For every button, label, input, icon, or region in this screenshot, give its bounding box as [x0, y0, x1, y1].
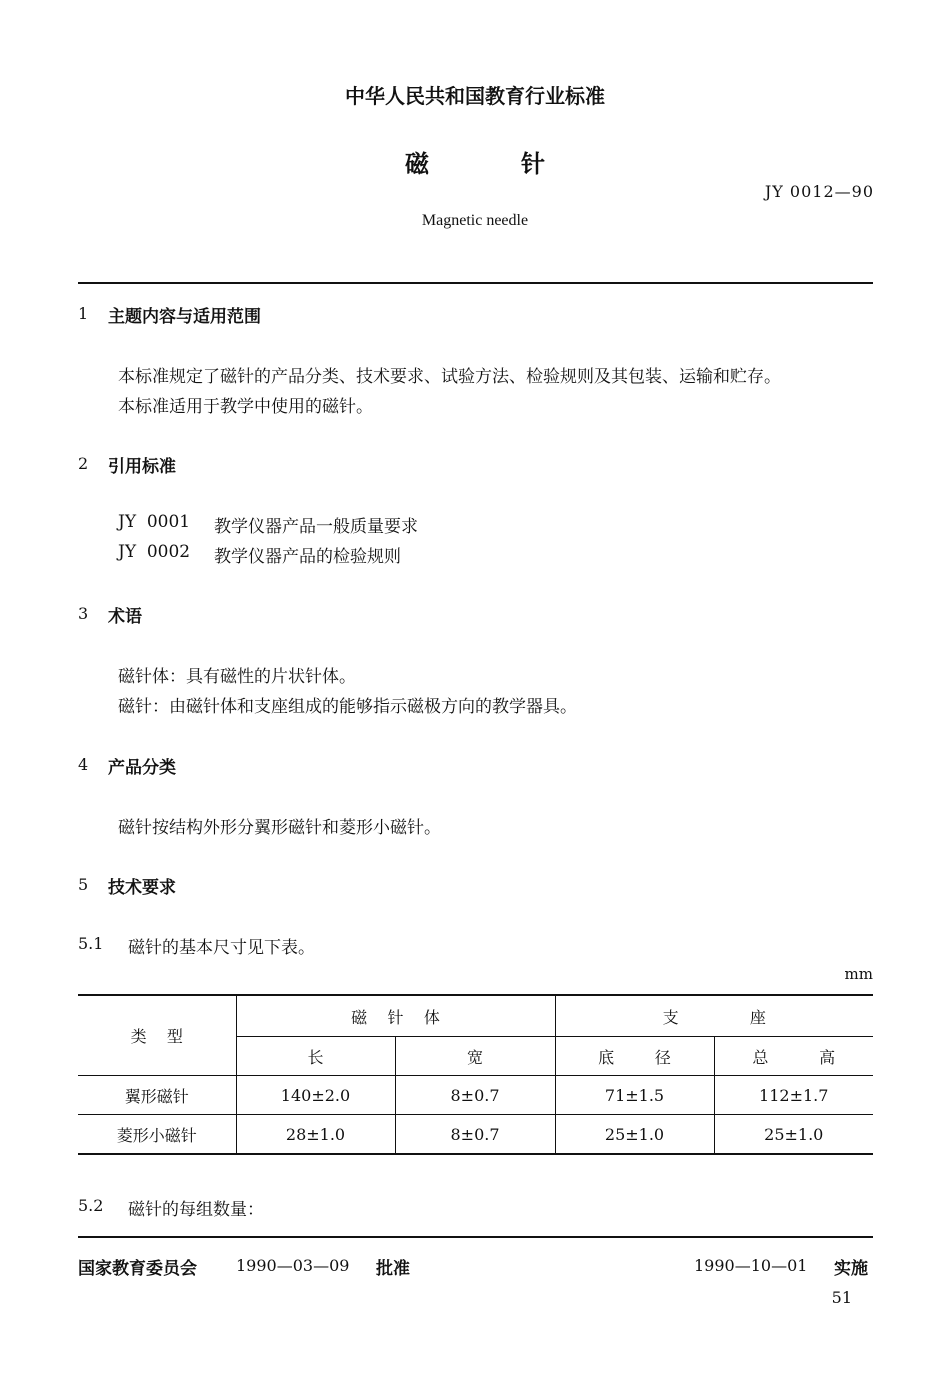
title-char-1: 磁 — [405, 150, 429, 178]
section-3-para-1: 磁针体：具有磁性的片状针体。 — [118, 667, 356, 687]
section-5-number: 5 — [78, 875, 89, 894]
type-cell: 翼形磁针 — [78, 1076, 236, 1115]
section-3-para-2: 磁针：由磁针体和支座组成的能够指示磁极方向的教学器具。 — [118, 697, 577, 717]
section-1-title: 主题内容与适用范围 — [108, 307, 261, 327]
total-height-header: 总 高 — [714, 1037, 873, 1076]
approve-label: 批准 — [376, 1259, 410, 1279]
clause-5-2-text: 磁针的每组数量： — [128, 1200, 264, 1220]
dimension-table — [78, 994, 873, 1155]
length-header: 长 — [236, 1037, 395, 1076]
base-diameter-header: 底 径 — [555, 1037, 714, 1076]
section-1-number: 1 — [78, 304, 89, 323]
clause-5-2-number: 5.2 — [78, 1196, 104, 1215]
clause-5-1-text: 磁针的基本尺寸见下表。 — [128, 938, 315, 958]
section-2-number: 2 — [78, 454, 89, 473]
reference-name: 教学仪器产品的检验规则 — [214, 547, 401, 567]
width-header: 宽 — [395, 1037, 555, 1076]
width-cell: 8±0.7 — [395, 1115, 555, 1155]
diameter-cell: 25±1.0 — [555, 1115, 714, 1155]
height-cell: 112±1.7 — [714, 1076, 873, 1115]
clause-5-1-number: 5.1 — [78, 934, 104, 953]
table-row — [78, 1076, 873, 1115]
issuing-organization: 中华人民共和国教育行业标准 — [345, 84, 605, 108]
page-number: 51 — [831, 1288, 852, 1307]
footer-divider — [78, 1236, 873, 1238]
section-4-title: 产品分类 — [108, 758, 176, 778]
title-char-2: 针 — [521, 150, 545, 178]
document-title — [0, 144, 950, 179]
section-1-para-1: 本标准规定了磁针的产品分类、技术要求、试验方法、检验规则及其包装、运输和贮存。 — [118, 367, 781, 387]
approve-date: 1990—03—09 — [236, 1256, 350, 1275]
section-2-title: 引用标准 — [108, 457, 176, 477]
diameter-cell: 71±1.5 — [555, 1076, 714, 1115]
needle-body-header: 磁 针 体 — [236, 995, 555, 1037]
section-5-title: 技术要求 — [108, 878, 176, 898]
section-4-para-1: 磁针按结构外形分翼形磁针和菱形小磁针。 — [118, 818, 441, 838]
header-divider — [78, 282, 873, 284]
reference-code: JY 0002 — [118, 542, 191, 562]
section-4-number: 4 — [78, 755, 89, 774]
english-title: Magnetic needle — [421, 212, 529, 229]
effective-label: 实施 — [834, 1259, 868, 1279]
type-cell: 菱形小磁针 — [78, 1115, 236, 1155]
length-cell: 28±1.0 — [236, 1115, 395, 1155]
type-header: 类 型 — [78, 995, 236, 1076]
effective-date: 1990—10—01 — [694, 1256, 808, 1275]
table-unit: mm — [844, 965, 873, 983]
table-header-row — [78, 995, 873, 1037]
width-cell: 8±0.7 — [395, 1076, 555, 1115]
section-1-para-2: 本标准适用于教学中使用的磁针。 — [118, 397, 373, 417]
reference-name: 教学仪器产品一般质量要求 — [214, 517, 418, 537]
base-header: 支 座 — [555, 995, 873, 1037]
section-3-title: 术语 — [108, 607, 142, 627]
issuer: 国家教育委员会 — [78, 1259, 197, 1279]
length-cell: 140±2.0 — [236, 1076, 395, 1115]
table-row — [78, 1115, 873, 1155]
height-cell: 25±1.0 — [714, 1115, 873, 1155]
reference-code: JY 0001 — [118, 512, 191, 532]
standard-code: JY 0012—90 — [764, 182, 874, 201]
section-3-number: 3 — [78, 604, 89, 623]
